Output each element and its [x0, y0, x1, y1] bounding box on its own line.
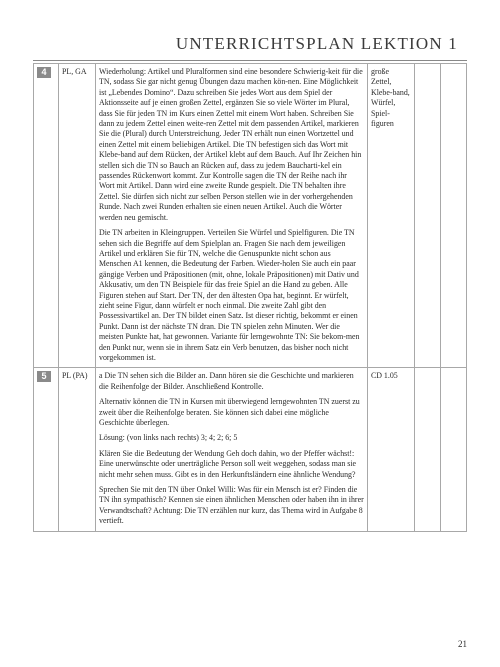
instruction-paragraph: Alternativ können die TN in Kursen mit überwiegend lerngewohnten TN zuerst zu zweit über die Reihenfolge beraten. Sie können sich dabei eine mögliche Geschichte überlegen. — [99, 397, 360, 427]
instruction-paragraph: Wiederholung: Artikel und Pluralformen sind eine besondere Schwierig-keit für die TN, sodass Sie gar nicht genug Übungen dazu machen kön-nen. Eine Möglichkeit ist „Lebendes Domino“. Dazu schreiben Sie jedes Wort aus dem Spiel der Aktionsseite auf je einen großen Zettel, ergänzen Sie so viele Wörter im Plural, dass Sie für jeden TN im Kurs einen Zettel mit einem Wort haben. Schreiben Sie dann zu jedem Zettel einen weite-ren Zettel mit dem passenden Artikel, markieren Sie die (Plural) durch Unterstreichung. Jeder TN erhält nun einen Wortzettel und einen Zettel mit einem beliebigen Artikel. Die TN befestigen sich das Wort mit Klebe-band auf dem Rücken, der Artikel klebt auf dem Bauch. Auf Ihr Zeichen hin stellen sich die TN so Bauch an Rücken auf, dass zu jedem Baucharti-kel ein passendes Rückenwort kommt. Zur Kontrolle sagen die TN der Reihe nach ihr Wort mit Artikel. Dann wird eine zweite Runde gespielt. Die TN behalten ihre Zettel. Sie dürfen sich nicht zur selben Person stellen wie in der vorhergehenden Runde. Nach zwei Runden erhalten sie einen neuen Artikel. Auch die Wörter werden neu gemischt. — [99, 67, 363, 222]
instruction-paragraph: Sprechen Sie mit den TN über Onkel Willi: Was für ein Mensch ist er? Finden die TN ihn sympathisch? Kennen sie einen ähnlichen Menschen oder haben ihn in ihrer Verwandtschaft? Achtung: Die TN erzählen nur kurz, das Thema wird in Aufgabe 8 vertieft. — [99, 485, 364, 526]
step-number-badge: 4 — [37, 67, 51, 78]
instructions-cell — [96, 368, 368, 531]
empty-cell — [441, 368, 467, 531]
step-number-cell — [34, 368, 59, 531]
instructions-cell — [96, 64, 368, 368]
materials-cell: CD 1.05 — [368, 368, 415, 531]
table-row — [34, 64, 467, 368]
lesson-plan-table — [33, 63, 467, 532]
page-number: 21 — [458, 639, 467, 649]
social-form-cell: PL (PA) — [59, 368, 96, 531]
materials-cell: große Zettel, Klebe-band, Würfel, Spiel-figuren — [368, 64, 415, 368]
empty-cell — [415, 64, 441, 368]
step-number-cell — [34, 64, 59, 368]
instruction-paragraph: a Die TN sehen sich die Bilder an. Dann hören sie die Geschichte und markieren die Reihenfolge der Bilder. Anschließend Kontrolle. — [99, 371, 354, 391]
table-row — [34, 368, 467, 531]
page-title: UNTERRICHTSPLAN LEKTION 1 — [175, 34, 458, 53]
social-form-cell: PL, GA — [59, 64, 96, 368]
solution-paragraph: Lösung: (von links nach rechts) 3; 4; 2; 6; 5 — [99, 433, 238, 443]
empty-cell — [441, 64, 467, 368]
step-number-badge: 5 — [37, 371, 51, 382]
empty-cell — [415, 368, 441, 531]
instruction-paragraph: Die TN arbeiten in Kleingruppen. Verteilen Sie Würfel und Spielfiguren. Die TN sehen sich die Begriffe auf dem Spielplan an. Fragen Sie nach dem jeweiligen Artikel und erklären Sie für TN, welche die Genuspunkte nicht schon aus Menschen A1 kennen, die Bedeutung der Farben. Wieder-holen Sie auch ein paar gängige Verben und Präpositionen (mit, ohne, lokale Präpositionen) mit Dativ und Akkusativ, um den TN Beispiele für das freie Spiel an die Hand zu geben. Alle Figuren stehen auf Start. Der TN, der den ältesten Opa hat, beginnt. Er würfelt, zieht seine Figur, dann würfelt er noch einmal. Die zweite Zahl gibt den Possessivartikel an. Der TN bildet einen Satz. Ist dieser richtig, bekommt er einen Punkt. Dann ist der nächste TN dran. Die TN spielen zehn Minuten. Wer die meisten Punkte hat, hat gewonnen. Variante für lerngewohnte TN: Sie bekom-men den Punkt nur, wenn sie in ihrem Satz ein Verb benutzen, das bisher noch nicht vorgekommen ist. — [99, 228, 360, 362]
header-rule — [33, 60, 467, 61]
instruction-paragraph: Klären Sie die Bedeutung der Wendung Geh doch dahin, wo der Pfeffer wächst!: Eine unerwünschte oder unerträgliche Person soll weit weggehen, sodass man sie nicht mehr sehen muss. Gibt es in den Herkunftsländern eine ähnliche Wendung? — [99, 448, 357, 479]
